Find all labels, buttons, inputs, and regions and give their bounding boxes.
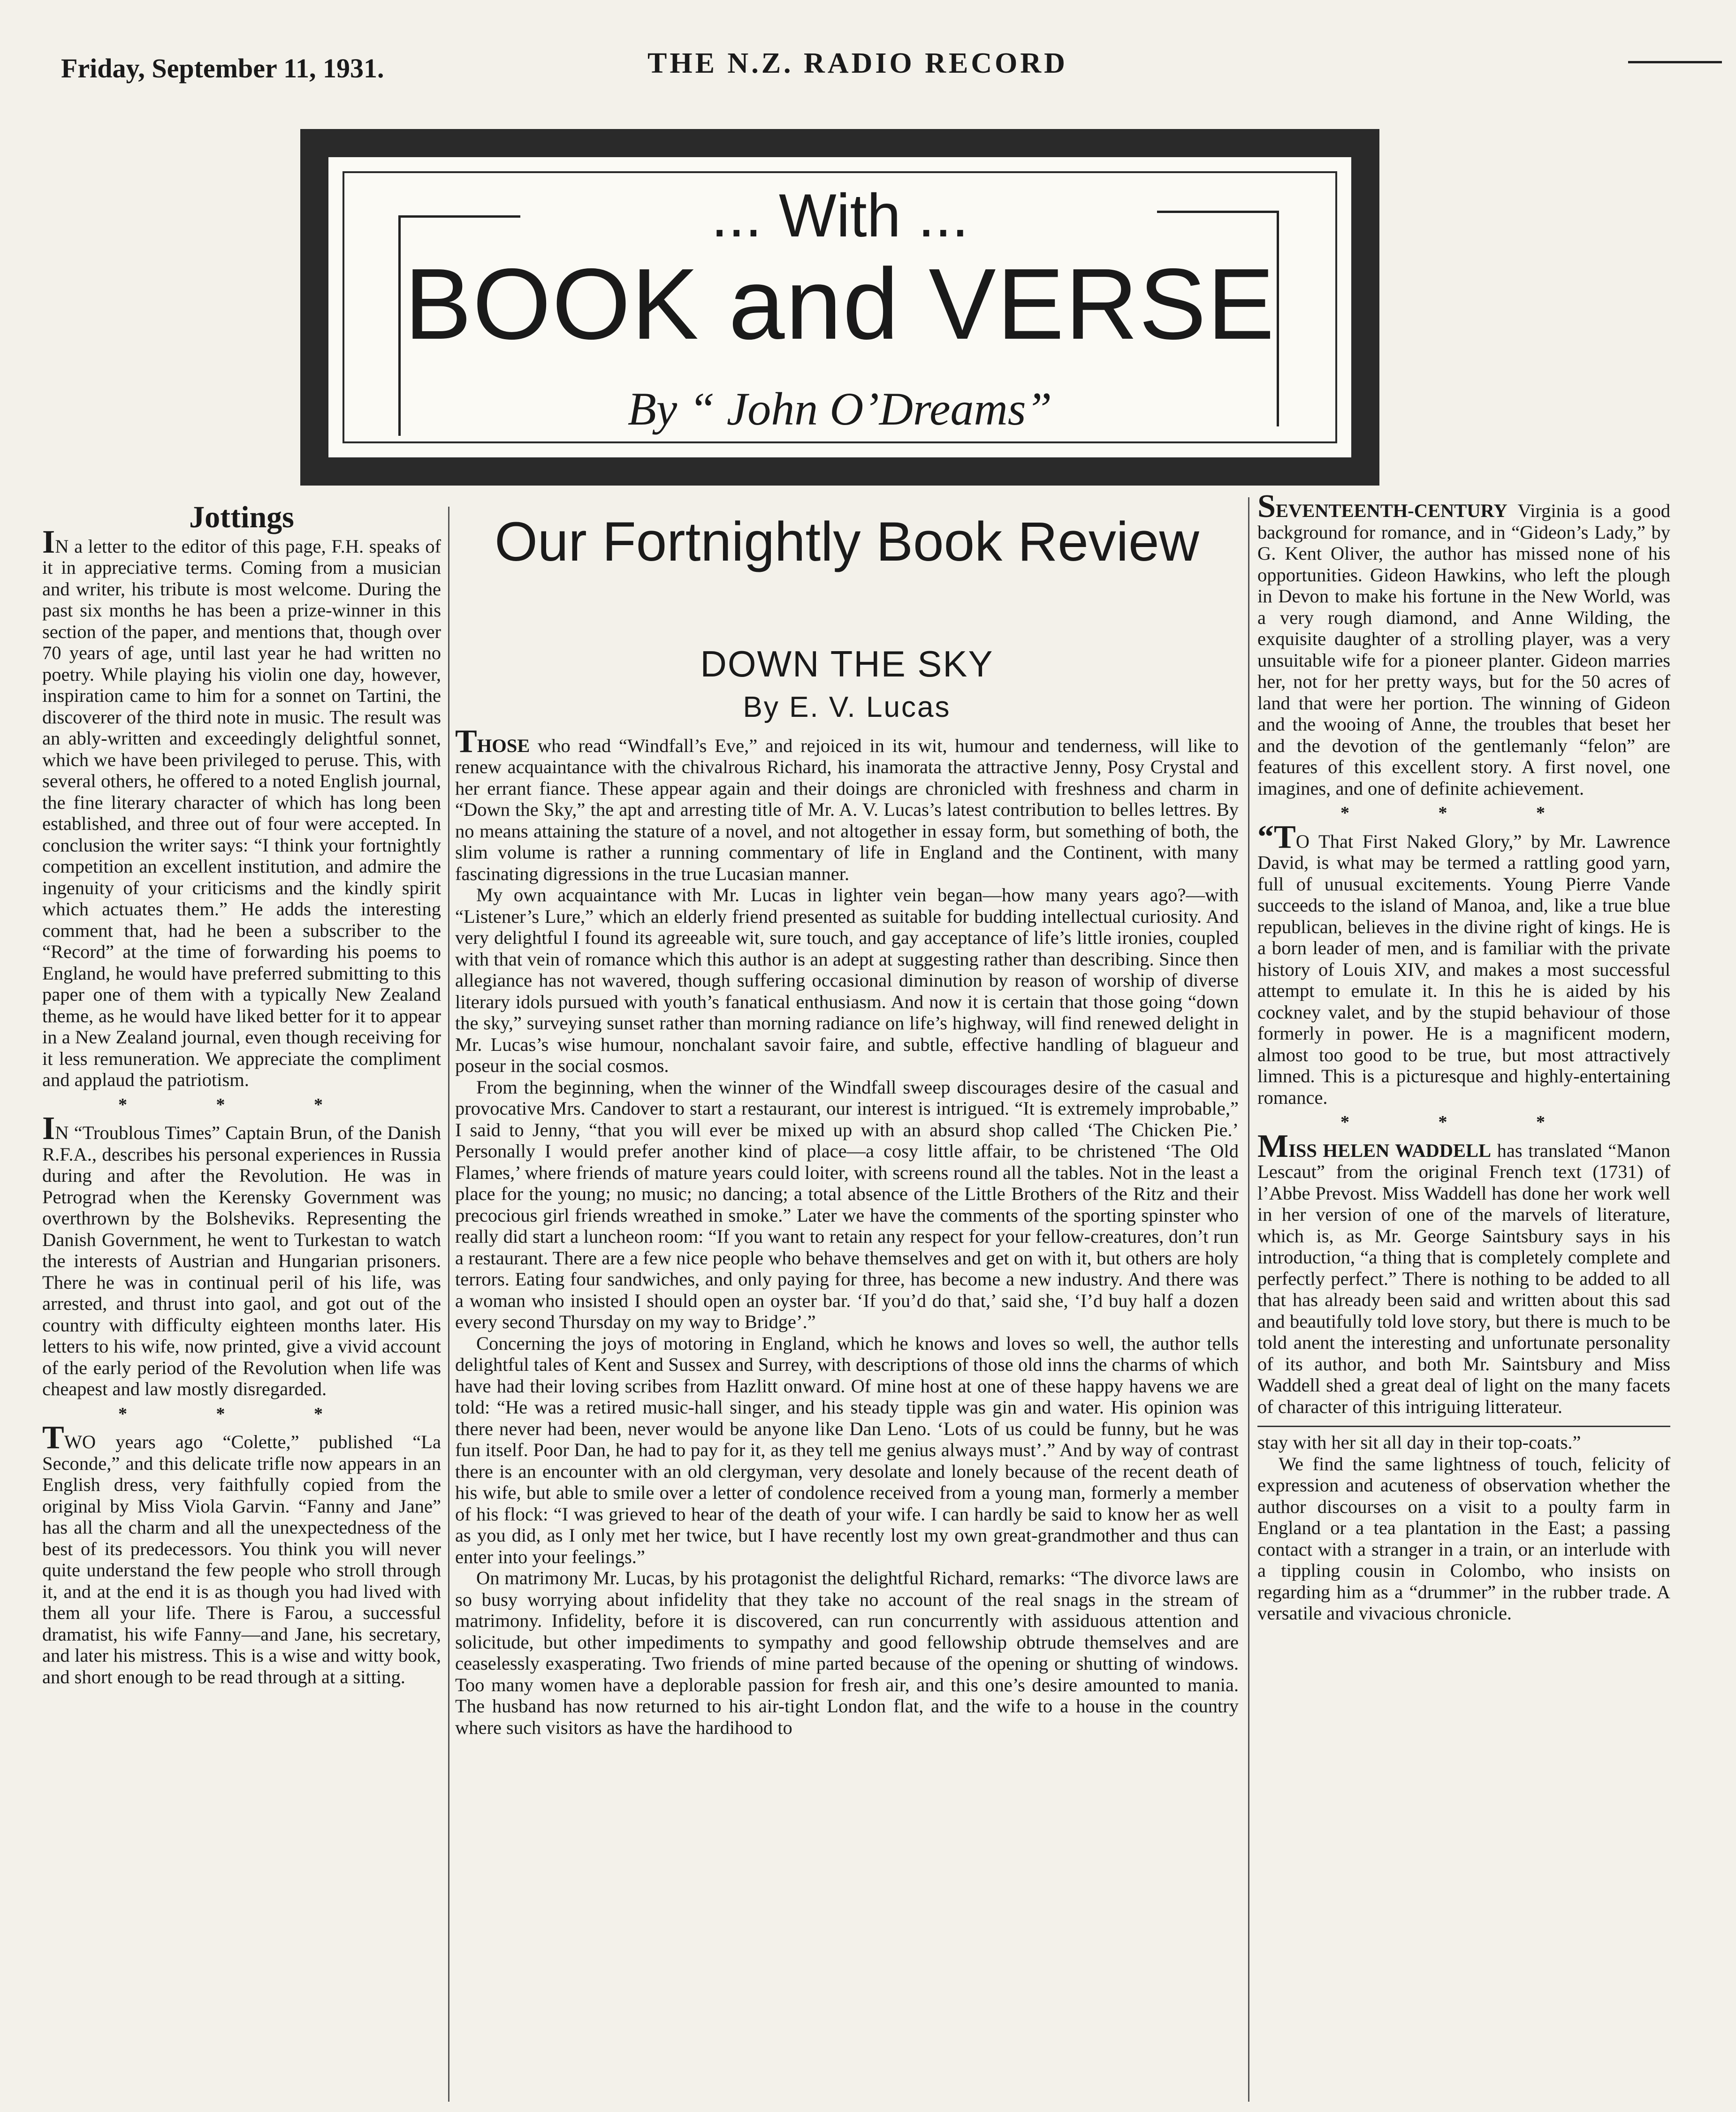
banner-with-line: ... With ...	[711, 181, 969, 250]
review-short-3	[1257, 1128, 1670, 1418]
center-column	[455, 507, 1239, 1738]
book-title: DOWN THE SKY	[700, 643, 994, 684]
banner-main-title: BOOK and VERSE	[404, 247, 1276, 360]
lead-in-words: HOSE	[477, 735, 530, 756]
jottings-paragraph-2	[42, 1110, 441, 1400]
review-short-2	[1257, 819, 1670, 1109]
review-paragraph-1	[455, 723, 1239, 885]
paragraph-text: O That First Naked Glory,” by Mr. Lawrence David, is what may be termed a rattling good yarn, full of unusual excitements. Young Pierre Vande succeeds to the island of Manoa, and, like a true blue republican, believes in the divine right of kings. He is a born leader of men, and is familiar with the private history of Louis XIV, and makes a most successful attempt to emulate it. In this he is aided by his cockney valet, and by the stupid behaviour of those formerly in power. He is a magnificent modern, almost too good to be true, but most attractively limned. This is a picturesque and highly-entertaining romance.	[1257, 830, 1670, 1108]
header-rule-ornament	[1628, 61, 1722, 63]
paragraph-text: WO years ago “Colette,” published “La Seconde,” and this delicate trifle now appears in an English dress, very faithfully copied from the original by Miss Viola Garvin. “Fanny and Jane” has all the charm and all the unexpectedness of the best of its predecessors. You think you will never quite understand the few people who stroll through it, and at the end it is as though you had lived with them all your life. There is Farou, a successful dramatist, his wife Fanny—and Jane, his secretary, and later his mistress. This is a wise and witty book, and short enough to be read through at a sitting.	[42, 1431, 441, 1687]
continuation-rule	[1257, 1426, 1670, 1427]
left-column	[42, 500, 441, 1687]
lead-in-words: EVENTEENTH-CENTURY	[1275, 500, 1508, 521]
drop-cap: I	[42, 1110, 55, 1147]
paragraph-text: Virginia is a good background for romance, and in “Gideon’s Lady,” by G. Kent Oliver, the author has missed none of his opportunities. Gideon Hawkins, who left the plough in Devon to make his fortune in the New World, was a very rough diamond, and Anne Wilding, the exquisite daughter of a strolling player, was a very unsuitable wife for a pioneer planter. Gideon marries her, not for her pretty ways, but for the 50 acres of land that were her portion. The winning of Gideon and the wooing of Anne, the troubles that beset her and the devotion of the gentlemanly “felon” are features of this excellent story. A first novel, one imagines, and one of definite achievement.	[1257, 500, 1670, 799]
paragraph-text: N “Troublous Times” Captain Brun, of the Danish R.F.A., describes his personal experiences in Russia during and after the Revolution. He was in Petrograd when the Kerensky Government was overthrown by the Bolsheviks. Representing the Danish Government, he went to Turkestan to watch the interests of Austrian and Hungarian prisoners. There he was in continual peril of his life, was arrested, and thrust into gaol, and got out of the country with difficulty eighteen months later. His letters to his wife, now printed, give a vivid account of the early period of the Revolution when life was cheapest and law mostly disregarded.	[42, 1122, 441, 1399]
publication-title: THE N.Z. RADIO RECORD	[647, 47, 1068, 79]
column-rule-left	[448, 507, 449, 2102]
jottings-paragraph-3	[42, 1420, 441, 1687]
banner-inner-frame	[343, 171, 1337, 443]
column-rule-right	[1248, 497, 1249, 2102]
paragraph-text: N a letter to the editor of this page, F.H. speaks of it in appreciative terms. Coming from a musician and writer, his tribute is most welcome. During the past six months he has been a prize-winner in this section of the paper, and mentions that, though over 70 years of age, until last year he had written no poetry. While playing his violin one day, however, inspiration came to him for a sonnet on Tartini, the discoverer of the third note in music. The result was an ably-written and exceedingly delightful sonnet, which we have been privileged to peruse. This, with several others, he offered to a noted English journal, the fine literary character of which has long been established, and three out of four were accepted. In conclusion the writer says: “I think your fortnightly competition an excellent institution, and admire the ingenuity of your criticisms and the kindly spirit which actuates them.” He adds the interesting comment that, had he been a subscriber to the “Record” at the time of forwarding his poems to England, he would have preferred submitting to this paper one of them with a typically New Zealand theme, as he would have liked better for it to appear in a New Zealand journal, even though receiving for it less remuneration. We appreciate the compliment and applaud the patriotism.	[42, 535, 441, 1090]
paragraph-text: has translated “Manon Lescaut” from the original French text (1731) of l’Abbe Prevost. Miss Waddell has done her work well in her version of one of the marvels of literature, which is, as Mr. George Saintsbury says in his introduction, “a thing that is completely complete and perfectly perfect.” There is nothing to be added to all that has already been said and written about this sad and beautifully told love story, but there is much to be told anent the interesting and unfortunate personality of its author, and both Mr. Saintsbury and Miss Waddell shed a great deal of light on the many facets of character of this intriguing litterateur.	[1257, 1140, 1670, 1417]
review-paragraph-5: On matrimony Mr. Lucas, by his protagonist the delightful Richard, remarks: “The divorce laws are so busy worrying about infidelity that they take no account of the real snags in the stream of matrimony. Infidelity, before it is discovered, can run concurrently with assiduous attention and solicitude, but other impediments to sympathy and good fellowship obtrude themselves and are ceaselessly exasperating. Two friends of mine parted because of the opening or shutting of windows. Too many women have a deplorable passion for fresh air, and this one’s desire amounted to mania. The husband has now returned to his air-tight London flat, and the wife to a house in the country where such visitors as have the hardihood to	[455, 1567, 1239, 1738]
drop-cap: S	[1257, 488, 1276, 524]
lead-in-words: ISS HELEN WADDELL	[1288, 1140, 1491, 1161]
paragraph-text: who read “Windfall’s Eve,” and rejoiced in its wit, humour and tenderness, will like to renew acquaintance with the chivalrous Richard, his inamorata the attractive Jenny, Posy Crystal and her errant fiance. These appear again and their doings are chronicled with freshness and charm in “Down the Sky,” the apt and arresting title of Mr. A. V. Lucas’s latest contribution to belles lettres. By no means attaining the stature of a novel, and not altogether in essay form, but something of both, the slim volume is rather a running commentary of life in England and the Continent, with many fascinating digressions in the true Lucasian manner.	[455, 735, 1239, 884]
review-closing-paragraph: We find the same lightness of touch, felicity of expression and acuteness of observation whether the author discourses on a visit to a poulty farm in England or a tea plantation in the East; a passing contact with a stranger in a train, or an interlude with a tippling cousin in Colombo, who insists on regarding him as a “drummer” in the rubber trade. A versatile and vivacious chronicle.	[1257, 1453, 1670, 1624]
jottings-paragraph-1	[42, 524, 441, 1091]
drop-cap: “T	[1257, 819, 1296, 855]
review-paragraph-4: Concerning the joys of motoring in England, which he knows and loves so well, the author tells delightful tales of Kent and Sussex and Surrey, with descriptions of those old inns the charms of which have had their loving scribes from Hazlitt onward. Of mine host at one of these happy havens we are told: “He was a retired music-hall singer, and his steady tipple was gin and water. His opinion was there never had been, never would be anyone like Dan Leno. ‘Lots of us could be funny, but he was fun itself. Poor Dan, he had to pay for it, as they tell me genius always must’.” And by way of contrast there is an encounter with an old clergyman, very desolate and lonely because of the recent death of his wife, but able to smile over a letter of condolence received from a young man, formerly a member of his flock: “I was grieved to hear of the death of your wife. I can hardly be said to know her as well as you did, as I only met her twice, but I have recently lost my own great-grandmother and thus can enter into your feelings.”	[455, 1332, 1239, 1567]
right-column	[1257, 488, 1670, 1624]
review-short-1	[1257, 488, 1670, 799]
banner-byline: By “ John O’Dreams”	[627, 383, 1052, 435]
section-banner	[300, 129, 1379, 486]
section-separator-stars: * * *	[118, 1094, 365, 1115]
drop-cap: T	[42, 1420, 64, 1456]
drop-cap: T	[455, 723, 477, 760]
review-paragraph-3: From the beginning, when the winner of the Windfall sweep discourages desire of the casual and provocative Mrs. Candover to start a restaurant, our interest is intrigued. “It is extremely improbable,” I said to Jenny, “that you will ever be mixed up with an absurd shop called ‘The Chicken Pie.’ Personally I would prefer another kind of place—a cosy little affair, to be christened ‘The Old Flames,’ where friends of mature years could loiter, with screens round all the tables. Not in the least a place for the young; no music; no dancing; a total absence of the Little Brothers of the Ritz and their precocious girl friends wreathed in smoke.” Later we have the comments of the sporting spinster who really did start a luncheon room: “If you want to retain any respect for your fellow-creatures, don’t run a restaurant. There are a few nice people who behave themselves and get on with it, but others are holy terrors. Eating four sandwiches, and only paying for three, has become a new industry. And there was a woman who insisted I should open an oyster bar. ‘If you’d do that,’ said she, ‘I’d buy half a dozen every second Thursday on my way to Bridge’.”	[455, 1076, 1239, 1332]
review-heading: Our Fortnightly Book Review	[495, 511, 1199, 573]
jottings-heading: Jottings	[189, 500, 294, 534]
section-separator-stars: * * *	[1340, 1112, 1587, 1132]
running-head	[42, 42, 1722, 84]
section-separator-stars: * * *	[1340, 803, 1587, 823]
section-separator-stars: * * *	[118, 1404, 365, 1424]
review-paragraph-2: My own acquaintance with Mr. Lucas in lighter vein began—how many years ago?—with “Listener’s Lure,” which an elderly friend presented as suitable for budding intellectual curiosity. And very delightful I found its agreeable wit, sure touch, and gay acceptance of life’s little ironies, coupled with that vein of romance which this author is an adept at suggesting rather than describing. Since then allegiance has not wavered, though suffering occasional diminution by reason of worship of diverse literary idols pursued with youth’s fanatical enthusiasm. And now it is certain that those going “down the sky,” surveying sunset rather than morning radiance on life’s highway, will find renewed delight in Mr. Lucas’s wise humour, nonchalant savoir faire, and subtle, effective handling of blagueur and poseur in the social cosmos.	[455, 884, 1239, 1076]
book-author: By E. V. Lucas	[743, 691, 951, 723]
drop-cap: M	[1257, 1128, 1289, 1164]
review-continuation-end: stay with her sit all day in their top-coats.”	[1257, 1432, 1581, 1453]
drop-cap: I	[42, 524, 55, 560]
issue-date: Friday, September 11, 1931.	[61, 53, 384, 84]
